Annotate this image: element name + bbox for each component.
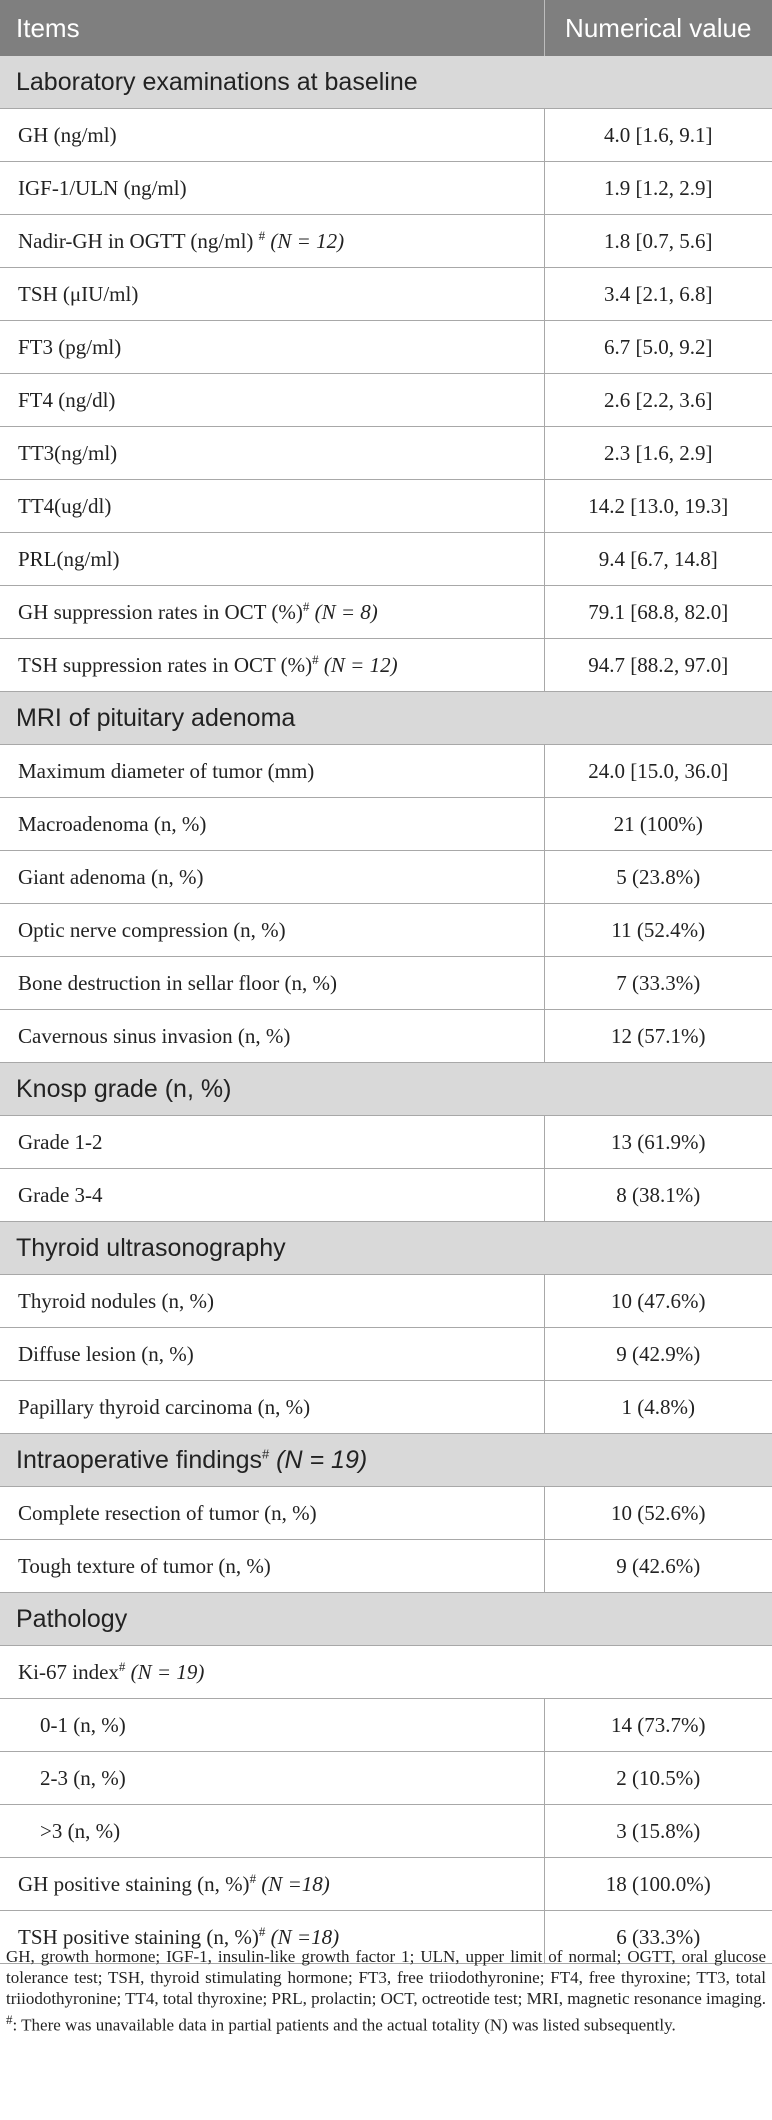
item-label-cell [0, 1010, 544, 1063]
table-row [0, 639, 772, 692]
item-label: TT4(ug/dl) [18, 493, 112, 518]
section-title-mark: # [261, 1446, 270, 1462]
item-value: 1 (4.8%) [544, 1381, 772, 1434]
item-value: 8 (38.1%) [544, 1169, 772, 1222]
item-label: Optic nerve compression (n, %) [18, 917, 286, 942]
table-row [0, 1487, 772, 1540]
item-label: TT3(ng/ml) [18, 440, 118, 465]
item-label: Grade 3-4 [18, 1182, 103, 1207]
item-label-cell [0, 851, 544, 904]
footnote-note: : There was unavailable data in partial patients and the actual totality (N) was listed subsequently. [12, 2015, 676, 2035]
item-value: 21 (100%) [544, 798, 772, 851]
item-value: 1.8 [0.7, 5.6] [544, 215, 772, 268]
item-label: Bone destruction in sellar floor (n, %) [18, 970, 337, 995]
table-row [0, 321, 772, 374]
table-row [0, 268, 772, 321]
item-value: 24.0 [15.0, 36.0] [544, 745, 772, 798]
item-label: TSH (μIU/ml) [18, 281, 139, 306]
table-row [0, 1169, 772, 1222]
item-sample-size: (N =18) [265, 1925, 340, 1949]
item-label-cell [0, 1381, 544, 1434]
item-value: 14 (73.7%) [544, 1699, 772, 1752]
item-value: 79.1 [68.8, 82.0] [544, 586, 772, 639]
item-value: 3.4 [2.1, 6.8] [544, 268, 772, 321]
item-footnote-mark: # [249, 1871, 257, 1886]
header-items: Items [0, 0, 544, 56]
section-header-row [0, 1222, 772, 1275]
item-value: 9 (42.6%) [544, 1540, 772, 1593]
item-label: 0-1 (n, %) [40, 1712, 126, 1737]
item-value: 6.7 [5.0, 9.2] [544, 321, 772, 374]
table-body [0, 56, 772, 1964]
table-row [0, 851, 772, 904]
table-row [0, 215, 772, 268]
item-label-cell [0, 162, 544, 215]
item-value: 4.0 [1.6, 9.1] [544, 109, 772, 162]
item-label-cell [0, 957, 544, 1010]
item-label-cell [0, 374, 544, 427]
section-title-cell [0, 1222, 772, 1275]
item-label: Macroadenoma (n, %) [18, 811, 207, 836]
table-row [0, 1858, 772, 1911]
item-label-cell [0, 1540, 544, 1593]
table-row [0, 162, 772, 215]
item-footnote-mark: # [258, 1924, 266, 1939]
section-header-row [0, 1063, 772, 1116]
item-sample-size: (N = 8) [309, 600, 378, 624]
table-row [0, 1805, 772, 1858]
item-label: GH (ng/ml) [18, 122, 117, 147]
footnote-mark: # [6, 2012, 13, 2027]
table-row [0, 109, 772, 162]
section-header-row [0, 1593, 772, 1646]
item-value: 2.3 [1.6, 2.9] [544, 427, 772, 480]
table-row [0, 904, 772, 957]
item-footnote-mark: # [312, 652, 319, 667]
item-sample-size: (N =18) [256, 1872, 330, 1896]
header-numerical-value: Numerical value [544, 0, 772, 56]
item-footnote-mark: # [302, 599, 310, 614]
item-label-cell [0, 480, 544, 533]
item-label-cell [0, 268, 544, 321]
item-label-cell [0, 745, 544, 798]
table-row [0, 427, 772, 480]
item-value: 1.9 [1.2, 2.9] [544, 162, 772, 215]
item-label-cell [0, 533, 544, 586]
section-header-row [0, 692, 772, 745]
item-label-cell [0, 1169, 544, 1222]
table-row [0, 1328, 772, 1381]
item-label-cell [0, 1116, 544, 1169]
item-label: FT3 (pg/ml) [18, 334, 122, 359]
item-value: 94.7 [88.2, 97.0] [544, 639, 772, 692]
item-label-cell [0, 109, 544, 162]
table-row [0, 1381, 772, 1434]
item-value: 10 (52.6%) [544, 1487, 772, 1540]
item-label: Maximum diameter of tumor (mm) [18, 758, 315, 783]
item-label: GH positive staining (n, %) [18, 1872, 250, 1896]
table-row [0, 745, 772, 798]
item-value: 9 (42.9%) [544, 1328, 772, 1381]
item-label-cell [0, 904, 544, 957]
item-label: GH suppression rates in OCT (%) [18, 600, 303, 624]
item-sample-size: (N = 12) [265, 229, 345, 253]
item-label: Grade 1-2 [18, 1129, 103, 1154]
item-label-cell [0, 321, 544, 374]
missing-data-footnote [6, 2009, 766, 2036]
item-value: 5 (23.8%) [544, 851, 772, 904]
section-title-cell [0, 1434, 772, 1487]
item-label: TSH suppression rates in OCT (%) [18, 653, 313, 677]
item-label-cell [0, 1646, 772, 1699]
section-title-cell [0, 1593, 772, 1646]
item-label-cell [0, 586, 544, 639]
item-label: Giant adenoma (n, %) [18, 864, 204, 889]
item-label-cell [0, 1805, 544, 1858]
section-title: Laboratory examinations at baseline [16, 67, 418, 96]
item-label: Diffuse lesion (n, %) [18, 1341, 194, 1366]
item-label: PRL(ng/ml) [18, 546, 120, 571]
section-title: Pathology [16, 1604, 128, 1633]
item-footnote-mark: # [258, 228, 266, 243]
section-title: Thyroid ultrasonography [16, 1233, 286, 1262]
item-value: 2.6 [2.2, 3.6] [544, 374, 772, 427]
section-title: MRI of pituitary adenoma [16, 703, 296, 732]
table-row [0, 957, 772, 1010]
table-row [0, 1646, 772, 1699]
table-row [0, 1275, 772, 1328]
item-value: 9.4 [6.7, 14.8] [544, 533, 772, 586]
item-label-cell [0, 427, 544, 480]
item-value: 2 (10.5%) [544, 1752, 772, 1805]
item-label: FT4 (ng/dl) [18, 387, 116, 412]
table-row [0, 1540, 772, 1593]
table-row [0, 1116, 772, 1169]
table-row [0, 1010, 772, 1063]
section-title: Intraoperative findings [16, 1445, 262, 1474]
table-row [0, 374, 772, 427]
item-label-cell [0, 639, 544, 692]
item-label: Ki-67 index [18, 1660, 119, 1684]
item-label-cell [0, 1275, 544, 1328]
table-row [0, 1752, 772, 1805]
item-label: Thyroid nodules (n, %) [18, 1288, 214, 1313]
item-label: >3 (n, %) [40, 1818, 121, 1843]
item-label: Tough texture of tumor (n, %) [18, 1553, 271, 1578]
item-value: 11 (52.4%) [544, 904, 772, 957]
item-label: 2-3 (n, %) [40, 1765, 126, 1790]
item-sample-size: (N = 19) [125, 1660, 205, 1684]
table-row [0, 798, 772, 851]
item-value: 10 (47.6%) [544, 1275, 772, 1328]
table-row [0, 480, 772, 533]
item-label: Nadir-GH in OGTT (ng/ml) [18, 229, 259, 253]
section-title: Knosp grade (n, %) [16, 1074, 232, 1103]
item-label: Cavernous sinus invasion (n, %) [18, 1023, 291, 1048]
item-sample-size: (N = 12) [318, 653, 398, 677]
item-value: 14.2 [13.0, 19.3] [544, 480, 772, 533]
table-footnotes [0, 1946, 772, 2036]
item-label: TSH positive staining (n, %) [18, 1925, 259, 1949]
section-header-row [0, 56, 772, 109]
section-title-note: (N = 19) [269, 1445, 368, 1474]
item-label-cell [0, 1699, 544, 1752]
table-header-row [0, 0, 772, 56]
item-label-cell [0, 1858, 544, 1911]
item-value: 7 (33.3%) [544, 957, 772, 1010]
table-row [0, 533, 772, 586]
section-title-cell [0, 1063, 772, 1116]
section-header-row [0, 1434, 772, 1487]
abbreviations-footnote: GH, growth hormone; IGF-1, insulin-like growth factor 1; ULN, upper limit of normal; OGTT, oral glucose tolerance test; TSH, thyroid stimulating hormone; FT3, free triiodothyronine; FT4, free thyroxine; TT3, total triiodothyronine; TT4, total thyroxine; PRL, prolactin; OCT, octreotide test; MRI, magnetic resonance imaging. [6, 1947, 766, 2008]
item-label-cell [0, 215, 544, 268]
item-label-cell [0, 798, 544, 851]
section-title-cell [0, 56, 772, 109]
item-label: Papillary thyroid carcinoma (n, %) [18, 1394, 311, 1419]
item-label: Complete resection of tumor (n, %) [18, 1500, 317, 1525]
item-value: 3 (15.8%) [544, 1805, 772, 1858]
section-title-cell [0, 692, 772, 745]
item-value: 13 (61.9%) [544, 1116, 772, 1169]
item-value: 18 (100.0%) [544, 1858, 772, 1911]
item-label-cell [0, 1328, 544, 1381]
item-label: IGF-1/ULN (ng/ml) [18, 175, 187, 200]
item-value: 6 (33.3%) [544, 1911, 772, 1964]
table-row [0, 586, 772, 639]
item-value: 12 (57.1%) [544, 1010, 772, 1063]
item-label-cell [0, 1487, 544, 1540]
item-label-cell [0, 1752, 544, 1805]
item-footnote-mark: # [118, 1659, 126, 1674]
table-row [0, 1699, 772, 1752]
